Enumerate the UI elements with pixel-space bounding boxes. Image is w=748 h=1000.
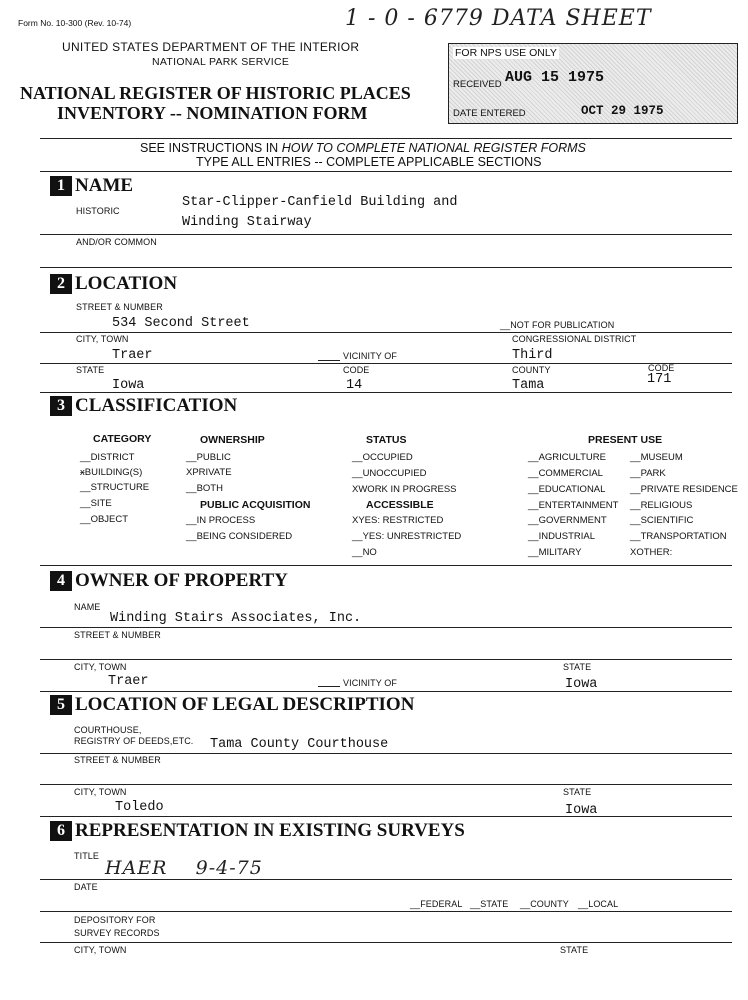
divider <box>40 659 732 660</box>
use-transportation: __TRANSPORTATION <box>630 531 727 542</box>
status-occupied: __OCCUPIED <box>352 452 413 463</box>
divider <box>40 363 732 364</box>
historic-name-line1: Star-Clipper-Canfield Building and <box>182 195 458 210</box>
use-industrial: __INDUSTRIAL <box>528 531 596 542</box>
survey-state: __STATE <box>470 899 509 909</box>
divider <box>40 816 732 817</box>
code-label: CODE <box>343 365 370 375</box>
congressional-label: CONGRESSIONAL DISTRICT <box>512 334 637 344</box>
owner-vicinity-label: VICINITY OF <box>343 678 397 688</box>
use-park: __PARK <box>630 468 666 479</box>
divider <box>40 332 732 333</box>
accessible-restricted: XYES: RESTRICTED <box>352 515 444 526</box>
section-number: 4 <box>50 571 72 591</box>
owner-state-value: Iowa <box>565 677 598 692</box>
department-name: UNITED STATES DEPARTMENT OF THE INTERIOR <box>62 40 360 54</box>
section-title-classification: CLASSIFICATION <box>75 395 238 416</box>
handwritten-annotation: 1 - 0 - 6779 DATA SHEET <box>345 6 652 31</box>
category-site: __SITE <box>80 498 112 509</box>
section-title-name: NAME <box>75 175 134 196</box>
category-structure: __STRUCTURE <box>80 482 150 493</box>
common-label: AND/OR COMMON <box>76 237 157 247</box>
instructions-line1 <box>140 141 586 155</box>
section-title-location: LOCATION <box>75 273 178 294</box>
divider <box>40 911 732 912</box>
form-title-line1: NATIONAL REGISTER OF HISTORIC PLACES <box>20 83 411 103</box>
divider <box>40 942 732 943</box>
courthouse-label1: COURTHOUSE, <box>74 725 142 735</box>
section-title-owner: OWNER OF PROPERTY <box>75 570 288 591</box>
county-label: COUNTY <box>512 365 551 375</box>
divider <box>40 392 732 393</box>
city-value: Traer <box>112 348 153 363</box>
use-commercial: __COMMERCIAL <box>528 468 603 479</box>
legal-street-label: STREET & NUMBER <box>74 755 161 765</box>
present-use-header: PRESENT USE <box>588 434 663 446</box>
divider <box>40 171 732 172</box>
form-number: Form No. 10-300 (Rev. 10-74) <box>18 18 132 28</box>
state-value: Iowa <box>112 378 145 393</box>
divider <box>40 784 732 785</box>
date-entered-label: DATE ENTERED <box>453 108 526 119</box>
ownership-private: XPRIVATE <box>186 467 232 478</box>
code-value: 14 <box>346 378 363 393</box>
use-educational: __EDUCATIONAL <box>528 484 606 495</box>
legal-state-value: Iowa <box>565 803 598 818</box>
nps-use-box <box>448 43 738 124</box>
survey-date-label: DATE <box>74 882 98 892</box>
code2-label: CODE <box>648 363 675 373</box>
congressional-value: Third <box>512 348 553 363</box>
divider <box>40 138 732 139</box>
depository-label1: DEPOSITORY FOR <box>74 915 156 925</box>
use-religious: __RELIGIOUS <box>630 500 693 511</box>
divider <box>40 234 732 235</box>
owner-name-label: NAME <box>74 602 101 612</box>
divider <box>40 753 732 754</box>
received-label: RECEIVED <box>453 79 502 90</box>
use-agriculture: __AGRICULTURE <box>528 452 606 463</box>
code2-value: 171 <box>647 372 672 387</box>
survey-title-label: TITLE <box>74 851 100 861</box>
acquisition-being-considered: __BEING CONSIDERED <box>186 531 293 542</box>
owner-state-label: STATE <box>563 662 592 672</box>
ownership-header: OWNERSHIP <box>200 434 265 446</box>
instructions-line2: TYPE ALL ENTRIES -- COMPLETE APPLICABLE SECTIONS <box>196 155 542 169</box>
street-label: STREET & NUMBER <box>76 302 163 312</box>
vicinity-label: VICINITY OF <box>343 351 397 361</box>
use-museum: __MUSEUM <box>630 452 683 463</box>
historic-name-line2: Winding Stairway <box>182 215 312 230</box>
instructions-italic: HOW TO COMPLETE NATIONAL REGISTER FORMS <box>281 141 586 155</box>
use-military: __MILITARY <box>528 547 582 558</box>
owner-city-value: Traer <box>108 674 149 689</box>
ownership-public: __PUBLIC <box>186 452 231 463</box>
divider <box>40 565 732 566</box>
section-title-legal: LOCATION OF LEGAL DESCRIPTION <box>75 694 415 715</box>
use-government: __GOVERNMENT <box>528 515 607 526</box>
courthouse-value: Tama County Courthouse <box>210 737 389 752</box>
divider <box>40 691 732 692</box>
street-value: 534 Second Street <box>112 316 250 331</box>
section-number: 6 <box>50 821 72 841</box>
historic-label: HISTORIC <box>76 206 120 216</box>
acquisition-header: PUBLIC ACQUISITION <box>200 499 311 511</box>
category-building: ӿBUILDING(S) <box>80 467 143 478</box>
legal-city-value: Toledo <box>115 800 164 815</box>
use-entertainment: __ENTERTAINMENT <box>528 500 619 511</box>
status-work-in-progress: XWORK IN PROGRESS <box>352 484 457 495</box>
section-title-surveys: REPRESENTATION IN EXISTING SURVEYS <box>75 820 465 841</box>
section-number: 2 <box>50 274 72 294</box>
instructions-prefix: SEE INSTRUCTIONS IN <box>140 141 282 155</box>
section-number: 3 <box>50 396 72 416</box>
divider <box>40 879 732 880</box>
form-title-line2: INVENTORY -- NOMINATION FORM <box>57 103 368 123</box>
service-name: NATIONAL PARK SERVICE <box>152 56 290 68</box>
owner-name-value: Winding Stairs Associates, Inc. <box>110 611 362 626</box>
acquisition-in-process: __IN PROCESS <box>186 515 256 526</box>
accessible-no: __NO <box>352 547 377 558</box>
depository-label2: SURVEY RECORDS <box>74 928 160 938</box>
state-label: STATE <box>76 365 105 375</box>
accessible-unrestricted: __YES: UNRESTRICTED <box>352 531 462 542</box>
survey-federal: __FEDERAL <box>410 899 463 909</box>
status-header: STATUS <box>366 434 407 446</box>
accessible-header: ACCESSIBLE <box>366 499 434 511</box>
survey-state-label: STATE <box>560 945 589 955</box>
courthouse-label2: REGISTRY OF DEEDS,ETC. <box>74 736 194 746</box>
received-stamp: AUG 15 1975 <box>505 69 605 86</box>
county-value: Tama <box>512 378 545 393</box>
divider <box>40 267 732 268</box>
category-district: __DISTRICT <box>80 452 135 463</box>
legal-state-label: STATE <box>563 787 592 797</box>
section-number: 1 <box>50 176 72 196</box>
survey-title-value: HAER 9-4-75 <box>105 857 263 879</box>
vicinity-blank <box>318 686 340 687</box>
section-number: 5 <box>50 695 72 715</box>
owner-city-label: CITY, TOWN <box>74 662 127 672</box>
use-scientific: __SCIENTIFIC <box>630 515 694 526</box>
category-object: __OBJECT <box>80 514 129 525</box>
nps-box-heading: FOR NPS USE ONLY <box>455 47 557 59</box>
status-unoccupied: __UNOCCUPIED <box>352 468 427 479</box>
divider <box>40 627 732 628</box>
city-label: CITY, TOWN <box>76 334 129 344</box>
survey-county: __COUNTY <box>520 899 569 909</box>
vicinity-blank <box>318 360 340 361</box>
legal-city-label: CITY, TOWN <box>74 787 127 797</box>
date-entered-stamp: OCT 29 1975 <box>581 104 664 118</box>
not-for-publication: __NOT FOR PUBLICATION <box>500 320 615 330</box>
category-header: CATEGORY <box>93 433 152 445</box>
owner-street-label: STREET & NUMBER <box>74 630 161 640</box>
survey-city-label: CITY, TOWN <box>74 945 127 955</box>
use-private-residence: __PRIVATE RESIDENCE <box>630 484 738 495</box>
survey-local: __LOCAL <box>578 899 619 909</box>
ownership-both: __BOTH <box>186 483 223 494</box>
use-other: XOTHER: <box>630 547 673 558</box>
